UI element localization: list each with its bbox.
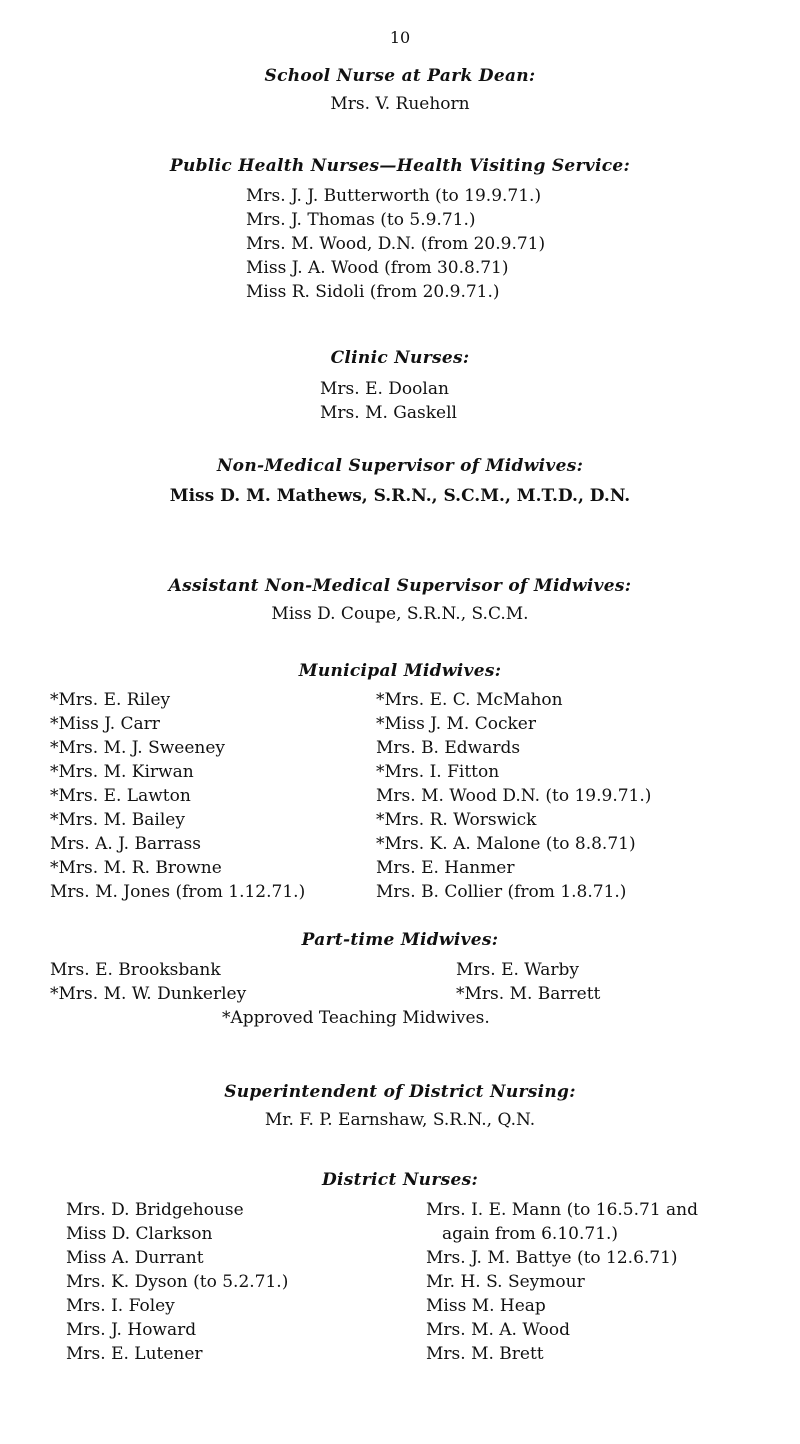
- list-item: Mrs. A. J. Barrass: [50, 834, 201, 854]
- municipal-midwives-heading-wrap: [0, 661, 800, 681]
- list-item: Mrs. E. Lutener: [66, 1344, 203, 1364]
- list-item: Miss D. Clarkson: [66, 1224, 213, 1244]
- part-time-left-list: [50, 958, 246, 1006]
- municipal-midwives-left-list: [50, 688, 305, 904]
- health-visiting-section: [0, 156, 800, 176]
- list-item: Miss J. A. Wood (from 30.8.71): [246, 258, 509, 278]
- list-item: *Mrs. E. Lawton: [50, 786, 191, 806]
- list-item: Mrs. E. Warby: [456, 960, 580, 980]
- school-nurse-heading: School Nurse at Park Dean:: [264, 66, 536, 86]
- part-time-heading-wrap: [0, 930, 800, 950]
- assistant-supervisor-heading: Assistant Non-Medical Supervisor of Midwives:: [168, 576, 632, 596]
- list-item: Mrs. I. Foley: [66, 1296, 175, 1316]
- list-item: Mrs. M. Wood D.N. (to 19.9.71.): [376, 786, 652, 806]
- district-superintendent-name: Mr. F. P. Earnshaw, S.R.N., Q.N.: [264, 1110, 536, 1130]
- list-item: *Mrs. E. Riley: [50, 690, 171, 710]
- assistant-supervisor-name: Miss D. Coupe, S.R.N., S.C.M.: [271, 604, 529, 624]
- list-item: Mrs. B. Edwards: [376, 738, 521, 758]
- list-item: Mrs. M. Wood, D.N. (from 20.9.71): [246, 234, 546, 254]
- district-nurses-heading-wrap: [0, 1170, 800, 1190]
- clinic-nurses-list: [320, 377, 457, 425]
- list-item: *Mrs. M. Barrett: [456, 984, 601, 1004]
- list-item: Mrs. J. Thomas (to 5.9.71.): [246, 210, 476, 230]
- list-item: Miss A. Durrant: [66, 1248, 204, 1268]
- list-item: Mrs. M. Brett: [426, 1344, 544, 1364]
- teaching-midwives-footnote: *Approved Teaching Midwives.: [222, 1008, 490, 1028]
- list-item: *Mrs. M. R. Browne: [50, 858, 222, 878]
- school-nurse-name: Mrs. V. Ruehorn: [330, 94, 470, 114]
- district-nurses-right-list: [426, 1198, 698, 1366]
- list-item: again from 6.10.71.): [442, 1224, 619, 1244]
- list-item: Mrs. J. M. Battye (to 12.6.71): [426, 1248, 678, 1268]
- clinic-nurses-heading: Clinic Nurses:: [330, 348, 470, 368]
- district-superintendent-heading: Superintendent of District Nursing:: [224, 1082, 576, 1102]
- list-item: Mrs. M. Jones (from 1.12.71.): [50, 882, 306, 902]
- municipal-midwives-right-list: [376, 688, 651, 904]
- list-item: *Miss J. M. Cocker: [376, 714, 536, 734]
- list-item: Mrs. K. Dyson (to 5.2.71.): [66, 1272, 289, 1292]
- list-item: *Mrs. M. Kirwan: [50, 762, 194, 782]
- list-item: Mrs. D. Bridgehouse: [66, 1200, 244, 1220]
- list-item: Mrs. E. Doolan: [320, 379, 449, 399]
- municipal-midwives-heading: Municipal Midwives:: [298, 661, 502, 681]
- health-visiting-list: [246, 184, 545, 304]
- list-item: *Mrs. I. Fitton: [376, 762, 500, 782]
- part-time-heading: Part-time Midwives:: [301, 930, 499, 950]
- assistant-supervisor-section: [0, 576, 800, 626]
- list-item: Mrs. M. A. Wood: [426, 1320, 571, 1340]
- list-item: *Miss J. Carr: [50, 714, 160, 734]
- list-item: *Mrs. R. Worswick: [376, 810, 537, 830]
- district-nurses-heading: District Nurses:: [321, 1170, 479, 1190]
- list-item: Miss M. Heap: [426, 1296, 546, 1316]
- list-item: Miss R. Sidoli (from 20.9.71.): [246, 282, 500, 302]
- list-item: *Mrs. M. J. Sweeney: [50, 738, 226, 758]
- supervisor-name: Miss D. M. Mathews, S.R.N., S.C.M., M.T.D., D.N.: [169, 486, 631, 506]
- list-item: *Mrs. M. W. Dunkerley: [50, 984, 247, 1004]
- school-nurse-section: [0, 66, 800, 116]
- list-item: Mrs. J. Howard: [66, 1320, 197, 1340]
- list-item: Mrs. E. Brooksbank: [50, 960, 221, 980]
- list-item: *Mrs. K. A. Malone (to 8.8.71): [376, 834, 636, 854]
- list-item: *Mrs. M. Bailey: [50, 810, 185, 830]
- part-time-right-list: [456, 958, 600, 1006]
- list-item: Mrs. J. J. Butterworth (to 19.9.71.): [246, 186, 542, 206]
- health-visiting-heading: Public Health Nurses—Health Visiting Service:: [169, 156, 631, 176]
- page-number: 10: [389, 28, 411, 47]
- list-item: Mrs. M. Gaskell: [320, 403, 457, 423]
- list-item: Mrs. E. Hanmer: [376, 858, 515, 878]
- list-item: *Mrs. E. C. McMahon: [376, 690, 563, 710]
- district-nurses-left-list: [66, 1198, 288, 1366]
- list-item: Mrs. I. E. Mann (to 16.5.71 and: [426, 1200, 699, 1220]
- list-item: Mrs. B. Collier (from 1.8.71.): [376, 882, 627, 902]
- district-superintendent-section: [0, 1082, 800, 1132]
- list-item: Mr. H. S. Seymour: [426, 1272, 585, 1292]
- supervisor-section: [0, 456, 800, 508]
- supervisor-heading: Non-Medical Supervisor of Midwives:: [216, 456, 584, 476]
